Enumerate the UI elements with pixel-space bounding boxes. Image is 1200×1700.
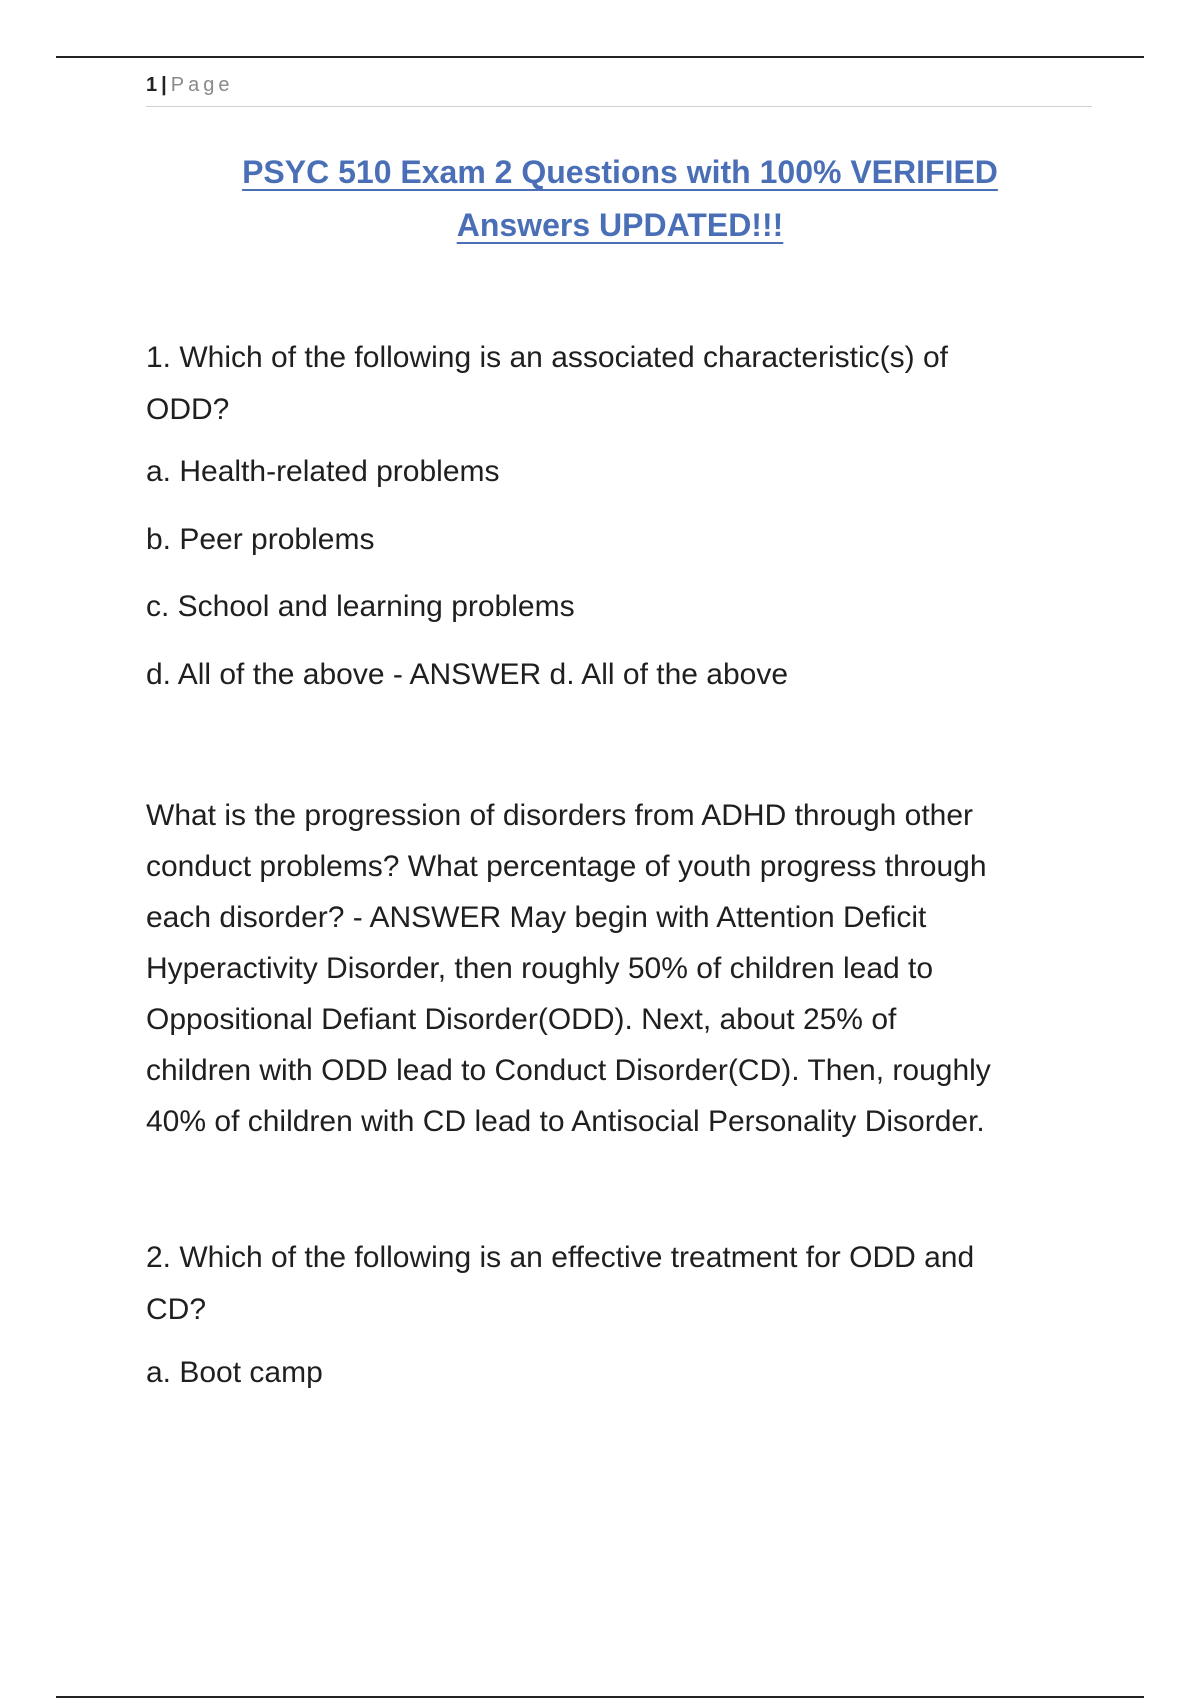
paragraph-line: children with ODD lead to Conduct Disorder(CD). Then, roughly bbox=[146, 1054, 991, 1087]
question-1-option-a: a. Health-related problems bbox=[146, 455, 500, 488]
question-1 bbox=[146, 332, 1096, 436]
paragraph-line: conduct problems? What percentage of youth progress through bbox=[146, 850, 987, 883]
paragraph-line: Hyperactivity Disorder, then roughly 50% of children lead to bbox=[146, 952, 934, 985]
question-2-option-a: a. Boot camp bbox=[146, 1356, 323, 1389]
bottom-rule bbox=[56, 1696, 1144, 1698]
question-1-line: ODD? bbox=[146, 393, 230, 426]
question-2-line: CD? bbox=[146, 1293, 207, 1326]
title-line-1: PSYC 510 Exam 2 Questions with 100% VERIFIED bbox=[242, 154, 998, 190]
question-2-line: 2. Which of the following is an effective treatment for ODD and bbox=[146, 1241, 975, 1274]
page-separator: | bbox=[161, 74, 167, 96]
paragraph-line: Oppositional Defiant Disorder(ODD). Next, about 25% of bbox=[146, 1003, 897, 1036]
page-header bbox=[146, 74, 1092, 107]
page-number: 1 bbox=[146, 74, 158, 96]
paragraph-line: What is the progression of disorders from ADHD through other bbox=[146, 799, 974, 832]
paragraph-line: 40% of children with CD lead to Antisocial Personality Disorder. bbox=[146, 1105, 985, 1138]
top-rule bbox=[56, 56, 1144, 58]
question-1-option-c: c. School and learning problems bbox=[146, 590, 575, 623]
document-title bbox=[140, 146, 1100, 252]
question-2 bbox=[146, 1232, 1096, 1336]
progression-paragraph bbox=[146, 790, 1096, 1147]
title-line-2: Answers UPDATED!!! bbox=[456, 207, 784, 243]
question-1-line: 1. Which of the following is an associated characteristic(s) of bbox=[146, 341, 949, 374]
page-label: Page bbox=[170, 74, 234, 96]
question-1-option-b: b. Peer problems bbox=[146, 523, 375, 556]
question-1-option-d: d. All of the above - ANSWER d. All of the above bbox=[146, 658, 789, 691]
paragraph-line: each disorder? - ANSWER May begin with Attention Deficit bbox=[146, 901, 927, 934]
